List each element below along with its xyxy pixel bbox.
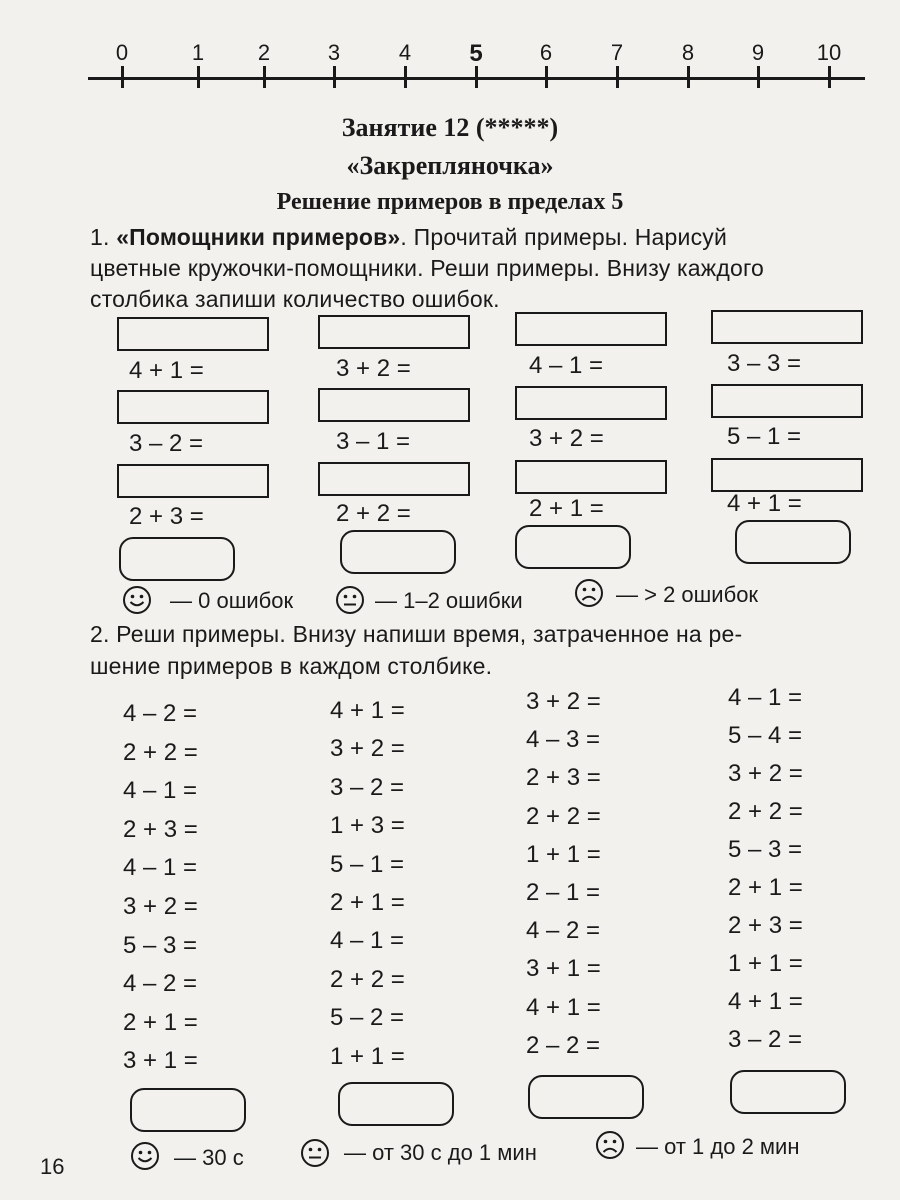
example-text: 3 – 2 = [129,430,204,457]
example-text: 2 + 1 = [529,495,604,522]
number-line-label: 6 [539,40,553,65]
number-line-tick [333,66,336,88]
error-count-box[interactable] [735,520,851,564]
example-text: 2 – 2 = [526,1032,601,1059]
error-count-box[interactable] [515,525,631,569]
number-line-label: 0 [115,40,129,65]
example-text: 4 + 1 = [129,357,204,384]
lesson-title: Занятие 12 (*****) [341,113,559,142]
task1-number: 1. [90,224,110,250]
number-line-tick [828,66,831,88]
example-text: 4 – 2 = [123,970,198,997]
example-text: 2 + 3 = [526,764,601,791]
number-line-label: 5 [469,40,483,67]
example-text: 4 – 2 = [526,917,601,944]
example-text: 4 + 1 = [728,988,803,1015]
helper-circles-box[interactable] [117,464,269,498]
number-line-tick [263,66,266,88]
sad-face-icon [595,1130,625,1160]
example-text: 1 + 1 = [526,841,601,868]
example-text: 4 – 1 = [123,854,198,881]
helper-circles-box[interactable] [318,315,470,349]
task1-text-line2: цветные кружочки-помощники. Реши примеры. Внизу каждого [90,255,765,281]
example-text: 2 + 2 = [336,500,411,527]
example-text: 4 + 1 = [727,490,802,517]
helper-circles-box[interactable] [711,310,863,344]
number-line-tick [475,66,478,88]
example-text: 3 + 2 = [330,735,405,762]
number-line-tick [121,66,124,88]
legend-many-errors: — > 2 ошибок [616,582,759,607]
example-text: 3 – 3 = [727,350,802,377]
task1-text-line3: столбика запиши количество ошибок. [90,286,500,312]
task2-text-line1: 2. Реши примеры. Внизу напиши время, затраченное на ре- [90,621,743,647]
example-text: 1 + 1 = [330,1043,405,1070]
smile-face-icon [130,1141,160,1171]
legend-time-1-2min: — от 1 до 2 мин [636,1134,800,1159]
example-text: 1 + 3 = [330,812,405,839]
number-line-label: 8 [681,40,695,65]
number-line-label: 2 [257,40,271,65]
example-text: 2 + 3 = [728,912,803,939]
number-line-label: 7 [610,40,624,65]
example-text: 2 – 1 = [526,879,601,906]
example-text: 3 + 2 = [123,893,198,920]
example-text: 2 + 2 = [123,739,198,766]
legend-zero-errors: — 0 ошибок [170,588,294,613]
example-text: 4 – 1 = [529,352,604,379]
example-text: 4 + 1 = [526,994,601,1021]
example-text: 3 + 2 = [526,688,601,715]
legend-time-30s-1min: — от 30 с до 1 мин [344,1140,537,1165]
example-text: 2 + 1 = [123,1009,198,1036]
number-line-label: 10 [816,40,842,65]
example-text: 4 – 1 = [330,927,405,954]
helper-circles-box[interactable] [515,460,667,494]
topic-heading: Решение примеров в пределах 5 [276,189,624,215]
number-line-tick [687,66,690,88]
task1-text-line1 [90,222,870,252]
page-number: 16 [40,1154,65,1179]
example-text: 3 + 2 = [336,355,411,382]
example-text: 4 – 3 = [526,726,601,753]
sad-face-icon [574,578,604,608]
time-box[interactable] [528,1075,644,1119]
error-count-box[interactable] [340,530,456,574]
example-text: 2 + 2 = [526,803,601,830]
example-text: 3 + 2 = [728,760,803,787]
number-line-label: 3 [327,40,341,65]
example-text: 3 + 1 = [526,955,601,982]
helper-circles-box[interactable] [515,312,667,346]
example-text: 2 + 1 = [728,874,803,901]
example-text: 3 – 2 = [330,774,405,801]
lesson-subtitle: «Закрепляночка» [346,151,554,180]
example-text: 2 + 2 = [330,966,405,993]
legend-time-30s: — 30 с [174,1145,244,1170]
example-text: 2 + 3 = [123,816,198,843]
smile-face-icon [122,585,152,615]
number-line-label: 9 [751,40,765,65]
helper-circles-box[interactable] [318,388,470,422]
example-text: 5 – 4 = [728,722,803,749]
number-line-label: 1 [191,40,205,65]
legend-few-errors: — 1–2 ошибки [375,588,523,613]
example-text: 5 – 3 = [123,932,198,959]
helper-circles-box[interactable] [117,390,269,424]
number-line-label: 4 [398,40,412,65]
example-text: 2 + 2 = [728,798,803,825]
example-text: 4 – 1 = [728,684,803,711]
task2-text-line2: шение примеров в каждом столбике. [90,653,493,679]
helper-circles-box[interactable] [711,458,863,492]
example-text: 3 + 2 = [529,425,604,452]
neutral-face-icon [300,1138,330,1168]
task1-instruction: . Прочитай примеры. Нарисуй [400,224,728,250]
number-line-tick [404,66,407,88]
number-line-tick [757,66,760,88]
task1-heading: «Помощники примеров» [116,224,401,250]
example-text: 2 + 1 = [330,889,405,916]
example-text: 5 – 1 = [330,851,405,878]
example-text: 3 + 1 = [123,1047,198,1074]
example-text: 3 – 1 = [336,428,411,455]
helper-circles-box[interactable] [711,384,863,418]
number-line-tick [545,66,548,88]
neutral-face-icon [335,585,365,615]
time-box[interactable] [338,1082,454,1126]
example-text: 5 – 2 = [330,1004,405,1031]
number-line-tick [197,66,200,88]
time-box[interactable] [130,1088,246,1132]
helper-circles-box[interactable] [117,317,269,351]
example-text: 4 – 2 = [123,700,198,727]
example-text: 5 – 3 = [728,836,803,863]
helper-circles-box[interactable] [515,386,667,420]
example-text: 4 + 1 = [330,697,405,724]
time-box[interactable] [730,1070,846,1114]
example-text: 5 – 1 = [727,423,802,450]
example-text: 2 + 3 = [129,503,204,530]
error-count-box[interactable] [119,537,235,581]
example-text: 3 – 2 = [728,1026,803,1053]
helper-circles-box[interactable] [318,462,470,496]
number-line-tick [616,66,619,88]
example-text: 4 – 1 = [123,777,198,804]
example-text: 1 + 1 = [728,950,803,977]
